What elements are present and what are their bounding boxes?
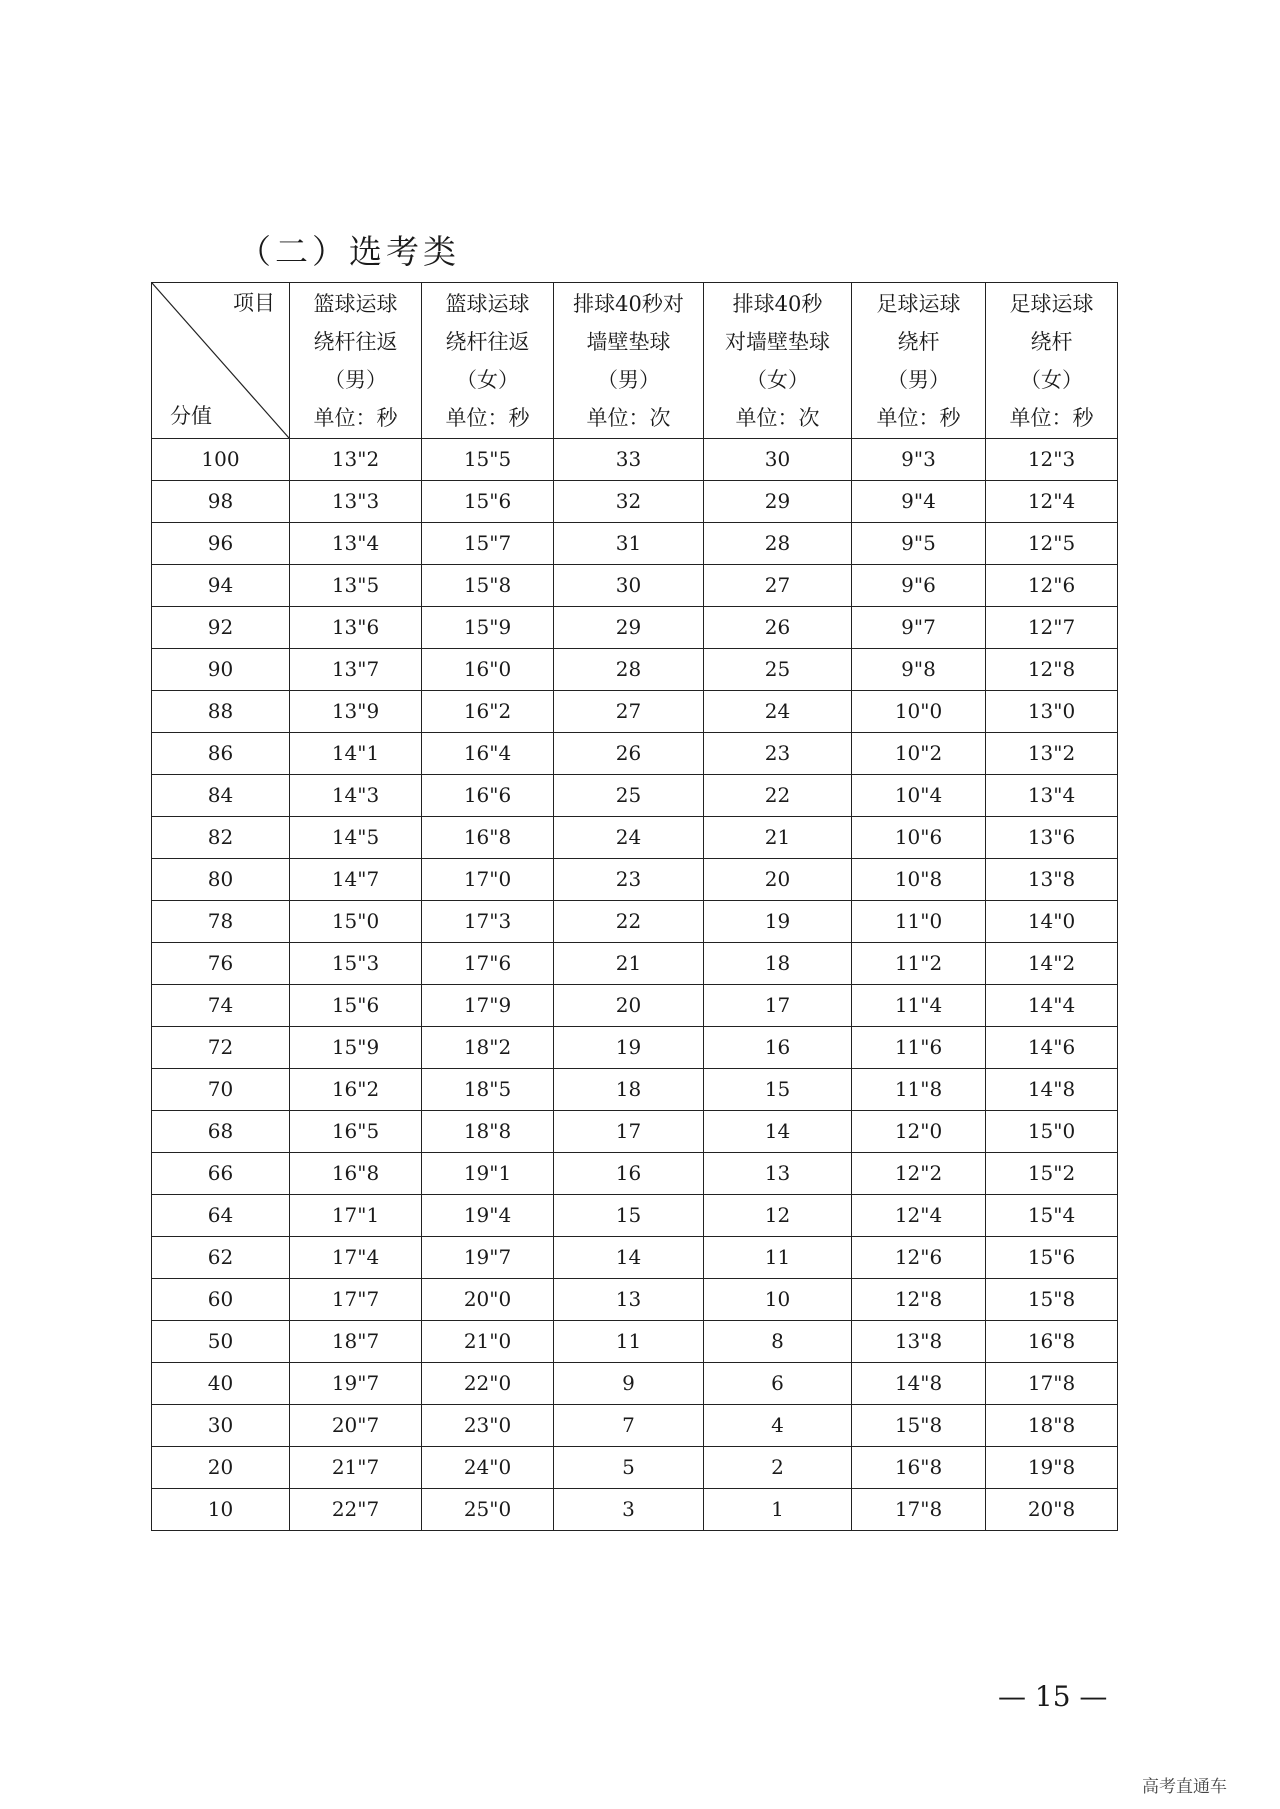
- table-cell: 20"7: [290, 1405, 422, 1447]
- table-cell: 13"6: [986, 817, 1118, 859]
- header-row: [152, 283, 1118, 439]
- table-cell: 13"4: [290, 523, 422, 565]
- table-cell: 9"5: [852, 523, 986, 565]
- table-cell: 32: [554, 481, 704, 523]
- table-cell: 16"0: [422, 649, 554, 691]
- score-cell: 66: [152, 1153, 290, 1195]
- table-cell: 13"3: [290, 481, 422, 523]
- table-cell: 20"8: [986, 1489, 1118, 1531]
- table-cell: 15"2: [986, 1153, 1118, 1195]
- table-cell: 13"5: [290, 565, 422, 607]
- table-cell: 12"6: [986, 565, 1118, 607]
- table-cell: 13: [704, 1153, 852, 1195]
- table-row: [152, 859, 1118, 901]
- score-cell: 92: [152, 607, 290, 649]
- page-number: — 15 —: [998, 1680, 1108, 1713]
- table-cell: 11"8: [852, 1069, 986, 1111]
- score-cell: 94: [152, 565, 290, 607]
- table-cell: 16"5: [290, 1111, 422, 1153]
- table-cell: 22: [554, 901, 704, 943]
- table-cell: 14"4: [986, 985, 1118, 1027]
- table-cell: 15"6: [290, 985, 422, 1027]
- table-cell: 2: [704, 1447, 852, 1489]
- score-cell: 98: [152, 481, 290, 523]
- table-row: [152, 1405, 1118, 1447]
- table-cell: 17"9: [422, 985, 554, 1027]
- header-line: 排球40秒: [732, 291, 823, 316]
- header-line: 绕杆往返: [313, 329, 398, 354]
- table-row: [152, 1447, 1118, 1489]
- table-cell: 26: [704, 607, 852, 649]
- table-row: [152, 1237, 1118, 1279]
- score-cell: 78: [152, 901, 290, 943]
- table-cell: 11"6: [852, 1027, 986, 1069]
- header-line: （女）: [746, 367, 809, 392]
- header-line: 篮球运球: [313, 291, 398, 316]
- score-cell: 90: [152, 649, 290, 691]
- table-cell: 12"8: [986, 649, 1118, 691]
- table-cell: 14"8: [852, 1363, 986, 1405]
- table-cell: 29: [704, 481, 852, 523]
- table-cell: 13"4: [986, 775, 1118, 817]
- table-cell: 16"2: [422, 691, 554, 733]
- table-cell: 33: [554, 439, 704, 481]
- header-line: 足球运球: [876, 291, 961, 316]
- table-cell: 3: [554, 1489, 704, 1531]
- header-line: （男）: [887, 367, 950, 392]
- table-cell: 29: [554, 607, 704, 649]
- score-cell: 50: [152, 1321, 290, 1363]
- table-cell: 12"5: [986, 523, 1118, 565]
- header-line: 绕杆: [897, 329, 940, 354]
- table-cell: 12"4: [986, 481, 1118, 523]
- table-cell: 14"7: [290, 859, 422, 901]
- table-cell: 19: [554, 1027, 704, 1069]
- table-cell: 28: [554, 649, 704, 691]
- table-cell: 20: [554, 985, 704, 1027]
- table-cell: 11"4: [852, 985, 986, 1027]
- table-cell: 13"9: [290, 691, 422, 733]
- table-cell: 11: [554, 1321, 704, 1363]
- score-cell: 60: [152, 1279, 290, 1321]
- table-cell: 14"0: [986, 901, 1118, 943]
- table-row: [152, 649, 1118, 691]
- table-cell: 21: [704, 817, 852, 859]
- table-cell: 12"3: [986, 439, 1118, 481]
- table-cell: 27: [554, 691, 704, 733]
- table-row: [152, 1279, 1118, 1321]
- table-cell: 9"7: [852, 607, 986, 649]
- table-row: [152, 733, 1118, 775]
- table-cell: 22"7: [290, 1489, 422, 1531]
- table-cell: 21: [554, 943, 704, 985]
- table-row: [152, 481, 1118, 523]
- header-line: 绕杆: [1030, 329, 1073, 354]
- table-cell: 10"0: [852, 691, 986, 733]
- table-cell: 10"8: [852, 859, 986, 901]
- table-cell: 31: [554, 523, 704, 565]
- table-cell: 16"6: [422, 775, 554, 817]
- table-cell: 19: [704, 901, 852, 943]
- score-cell: 74: [152, 985, 290, 1027]
- table-cell: 12"2: [852, 1153, 986, 1195]
- table-cell: 14"6: [986, 1027, 1118, 1069]
- score-cell: 10: [152, 1489, 290, 1531]
- table-cell: 28: [704, 523, 852, 565]
- table-cell: 17"7: [290, 1279, 422, 1321]
- table-cell: 15"0: [986, 1111, 1118, 1153]
- table-cell: 15"4: [986, 1195, 1118, 1237]
- watermark: 高考直通车: [1142, 1777, 1227, 1797]
- column-header: [704, 283, 852, 439]
- table-cell: 14"3: [290, 775, 422, 817]
- score-cell: 72: [152, 1027, 290, 1069]
- table-cell: 15"3: [290, 943, 422, 985]
- table-cell: 13"7: [290, 649, 422, 691]
- table-cell: 15"9: [422, 607, 554, 649]
- table-cell: 24"0: [422, 1447, 554, 1489]
- header-unit: 单位：秒: [1009, 405, 1094, 430]
- table-cell: 16"2: [290, 1069, 422, 1111]
- table-cell: 18: [554, 1069, 704, 1111]
- table-cell: 22: [704, 775, 852, 817]
- table-cell: 25: [554, 775, 704, 817]
- corner-header: [152, 283, 290, 439]
- table-row: [152, 1069, 1118, 1111]
- table-cell: 16"8: [852, 1447, 986, 1489]
- table-cell: 15"8: [422, 565, 554, 607]
- table-cell: 9: [554, 1363, 704, 1405]
- table-cell: 23"0: [422, 1405, 554, 1447]
- header-line: 排球40秒对: [573, 291, 684, 316]
- table-cell: 18"5: [422, 1069, 554, 1111]
- table-cell: 13"6: [290, 607, 422, 649]
- table-row: [152, 817, 1118, 859]
- table-cell: 17"8: [986, 1363, 1118, 1405]
- table-cell: 10: [704, 1279, 852, 1321]
- corner-label-score: 分值: [170, 404, 212, 428]
- table-cell: 25: [704, 649, 852, 691]
- table-cell: 19"8: [986, 1447, 1118, 1489]
- table-row: [152, 691, 1118, 733]
- table-cell: 17"6: [422, 943, 554, 985]
- table-cell: 14: [704, 1111, 852, 1153]
- header-unit: 单位：次: [735, 405, 820, 430]
- table-cell: 9"8: [852, 649, 986, 691]
- table-row: [152, 901, 1118, 943]
- column-header: [554, 283, 704, 439]
- table-cell: 15"6: [986, 1237, 1118, 1279]
- table-cell: 19"4: [422, 1195, 554, 1237]
- table-cell: 14"2: [986, 943, 1118, 985]
- table-cell: 17: [704, 985, 852, 1027]
- table-row: [152, 1153, 1118, 1195]
- table-row: [152, 985, 1118, 1027]
- table-cell: 11"0: [852, 901, 986, 943]
- table-row: [152, 1111, 1118, 1153]
- score-cell: 96: [152, 523, 290, 565]
- table-cell: 13"8: [852, 1321, 986, 1363]
- table-cell: 30: [554, 565, 704, 607]
- score-cell: 64: [152, 1195, 290, 1237]
- table-cell: 11"2: [852, 943, 986, 985]
- table-cell: 17"1: [290, 1195, 422, 1237]
- table-cell: 14"8: [986, 1069, 1118, 1111]
- table-cell: 15: [554, 1195, 704, 1237]
- score-cell: 20: [152, 1447, 290, 1489]
- table-cell: 15"8: [852, 1405, 986, 1447]
- header-line: 墙壁垫球: [586, 329, 671, 354]
- table-cell: 11: [704, 1237, 852, 1279]
- table-row: [152, 1321, 1118, 1363]
- table-cell: 16"8: [290, 1153, 422, 1195]
- header-line: 对墙壁垫球: [725, 329, 830, 354]
- table-cell: 15"0: [290, 901, 422, 943]
- table-cell: 18: [704, 943, 852, 985]
- header-unit: 单位：秒: [876, 405, 961, 430]
- table-cell: 18"7: [290, 1321, 422, 1363]
- header-unit: 单位：次: [586, 405, 671, 430]
- table-row: [152, 775, 1118, 817]
- table-cell: 24: [554, 817, 704, 859]
- header-line: 绕杆往返: [445, 329, 530, 354]
- table-cell: 15"9: [290, 1027, 422, 1069]
- table-cell: 18"8: [986, 1405, 1118, 1447]
- table-cell: 15"6: [422, 481, 554, 523]
- table-cell: 1: [704, 1489, 852, 1531]
- corner-label-item: 项目: [233, 291, 275, 315]
- score-cell: 76: [152, 943, 290, 985]
- table-cell: 16"8: [986, 1321, 1118, 1363]
- table-cell: 13: [554, 1279, 704, 1321]
- score-table-body: [152, 439, 1118, 1531]
- table-cell: 6: [704, 1363, 852, 1405]
- table-cell: 17: [554, 1111, 704, 1153]
- table-cell: 21"7: [290, 1447, 422, 1489]
- score-cell: 62: [152, 1237, 290, 1279]
- table-cell: 13"2: [986, 733, 1118, 775]
- table-cell: 25"0: [422, 1489, 554, 1531]
- table-cell: 9"3: [852, 439, 986, 481]
- table-cell: 10"2: [852, 733, 986, 775]
- score-cell: 40: [152, 1363, 290, 1405]
- header-line: （男）: [324, 367, 387, 392]
- score-cell: 80: [152, 859, 290, 901]
- table-cell: 14"5: [290, 817, 422, 859]
- table-cell: 20"0: [422, 1279, 554, 1321]
- table-cell: 27: [704, 565, 852, 607]
- table-cell: 13"0: [986, 691, 1118, 733]
- header-unit: 单位：秒: [445, 405, 530, 430]
- table-cell: 26: [554, 733, 704, 775]
- table-row: [152, 1195, 1118, 1237]
- table-cell: 15"8: [986, 1279, 1118, 1321]
- table-cell: 17"4: [290, 1237, 422, 1279]
- table-cell: 15: [704, 1069, 852, 1111]
- table-cell: 17"3: [422, 901, 554, 943]
- header-line: （女）: [456, 367, 519, 392]
- table-cell: 10"4: [852, 775, 986, 817]
- column-header: [986, 283, 1118, 439]
- table-cell: 15"7: [422, 523, 554, 565]
- table-cell: 4: [704, 1405, 852, 1447]
- table-cell: 14"1: [290, 733, 422, 775]
- header-line: 足球运球: [1009, 291, 1094, 316]
- header-unit: 单位：秒: [313, 405, 398, 430]
- table-row: [152, 607, 1118, 649]
- table-cell: 5: [554, 1447, 704, 1489]
- table-cell: 13"8: [986, 859, 1118, 901]
- column-header: [290, 283, 422, 439]
- table-cell: 18"8: [422, 1111, 554, 1153]
- table-cell: 7: [554, 1405, 704, 1447]
- table-cell: 16"4: [422, 733, 554, 775]
- table-row: [152, 439, 1118, 481]
- table-cell: 19"7: [422, 1237, 554, 1279]
- table-cell: 21"0: [422, 1321, 554, 1363]
- table-cell: 16: [554, 1153, 704, 1195]
- table-cell: 12"8: [852, 1279, 986, 1321]
- column-header: [422, 283, 554, 439]
- section-title: （二）选考类: [238, 232, 460, 271]
- score-cell: 86: [152, 733, 290, 775]
- table-cell: 14: [554, 1237, 704, 1279]
- table-cell: 12"7: [986, 607, 1118, 649]
- table-cell: 17"0: [422, 859, 554, 901]
- score-table: [151, 282, 1118, 1531]
- table-cell: 19"7: [290, 1363, 422, 1405]
- header-line: （女）: [1020, 367, 1083, 392]
- table-cell: 16: [704, 1027, 852, 1069]
- score-cell: 68: [152, 1111, 290, 1153]
- table-cell: 9"4: [852, 481, 986, 523]
- score-cell: 84: [152, 775, 290, 817]
- table-cell: 12"0: [852, 1111, 986, 1153]
- table-cell: 9"6: [852, 565, 986, 607]
- table-cell: 8: [704, 1321, 852, 1363]
- table-row: [152, 523, 1118, 565]
- table-row: [152, 565, 1118, 607]
- table-cell: 23: [554, 859, 704, 901]
- score-cell: 88: [152, 691, 290, 733]
- table-cell: 22"0: [422, 1363, 554, 1405]
- table-cell: 12"6: [852, 1237, 986, 1279]
- table-row: [152, 1363, 1118, 1405]
- table-cell: 17"8: [852, 1489, 986, 1531]
- table-cell: 12: [704, 1195, 852, 1237]
- table-cell: 30: [704, 439, 852, 481]
- header-line: （男）: [597, 367, 660, 392]
- table-row: [152, 1489, 1118, 1531]
- table-cell: 20: [704, 859, 852, 901]
- score-cell: 70: [152, 1069, 290, 1111]
- table-cell: 16"8: [422, 817, 554, 859]
- score-cell: 82: [152, 817, 290, 859]
- table-cell: 15"5: [422, 439, 554, 481]
- table-cell: 24: [704, 691, 852, 733]
- score-cell: 100: [152, 439, 290, 481]
- table-cell: 13"2: [290, 439, 422, 481]
- table-cell: 10"6: [852, 817, 986, 859]
- header-line: 篮球运球: [445, 291, 530, 316]
- table-cell: 19"1: [422, 1153, 554, 1195]
- column-header: [852, 283, 986, 439]
- score-cell: 30: [152, 1405, 290, 1447]
- table-cell: 12"4: [852, 1195, 986, 1237]
- table-row: [152, 1027, 1118, 1069]
- table-cell: 23: [704, 733, 852, 775]
- table-row: [152, 943, 1118, 985]
- table-cell: 18"2: [422, 1027, 554, 1069]
